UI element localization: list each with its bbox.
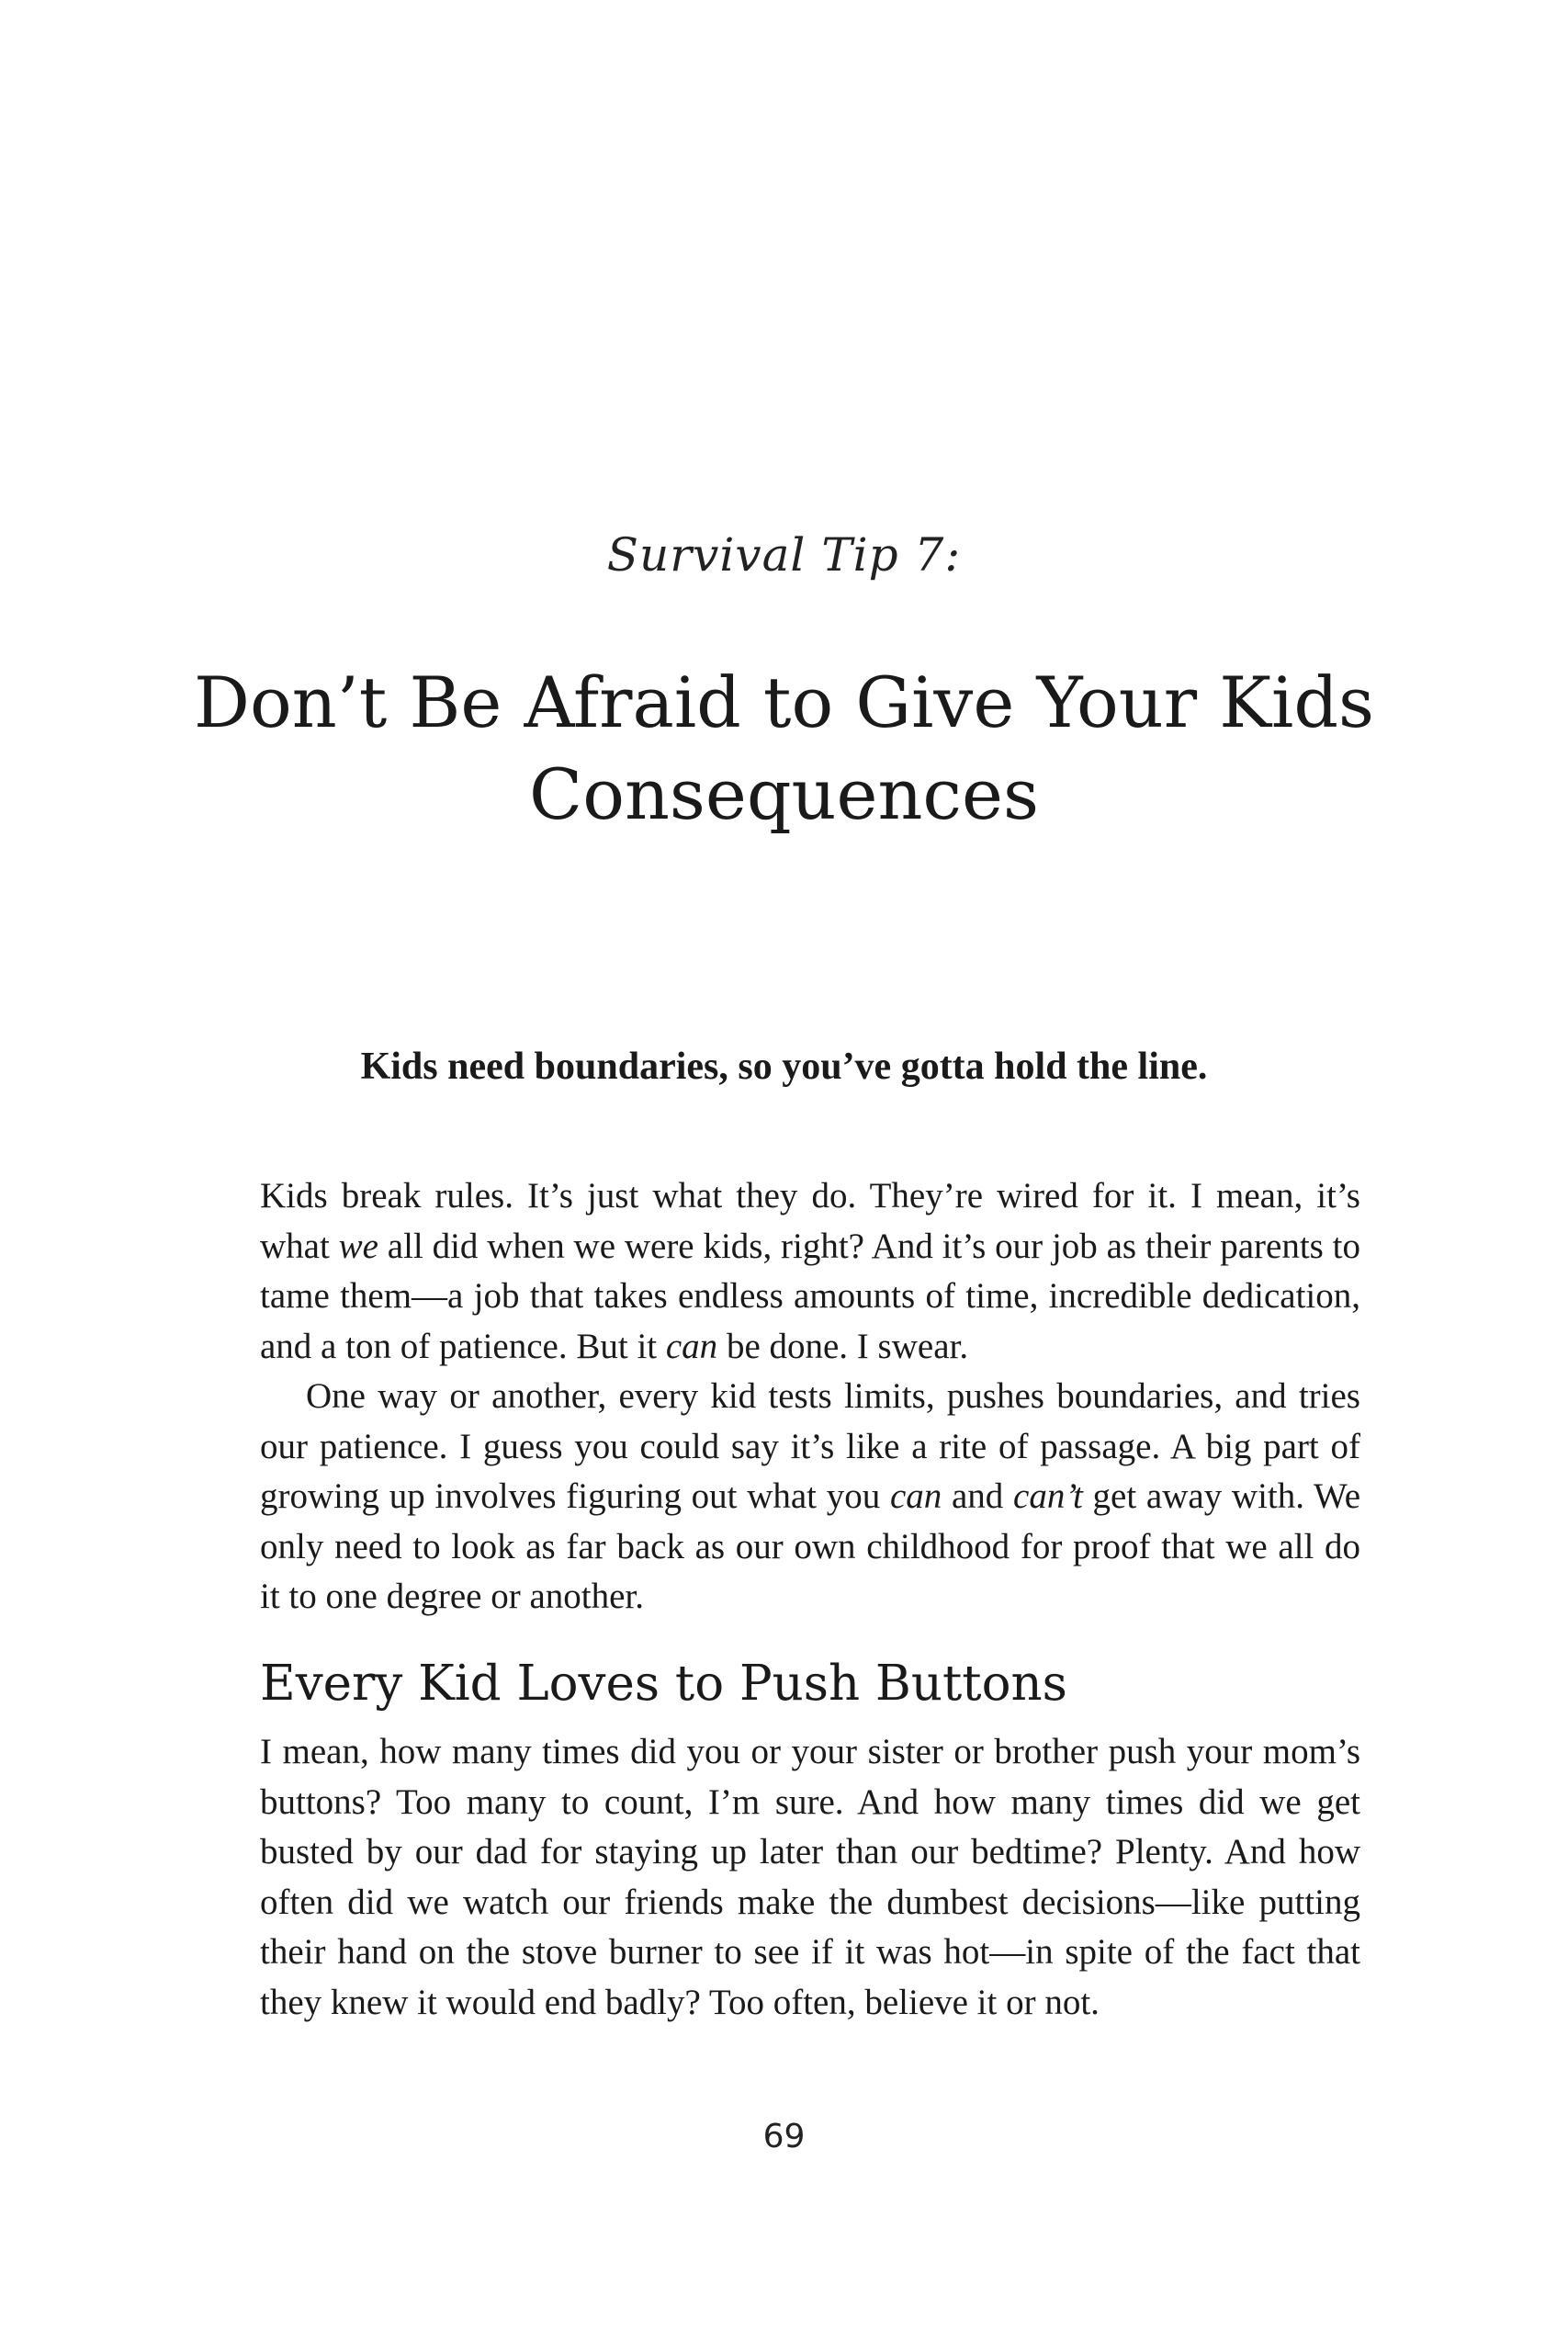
text-run-italic: can (889, 1476, 942, 1516)
text-run: One way or another, every kid tests limits, pushes boundaries, and tries our patience. I guess you could say it’s like a rite of passage. A big part of growing up involves figuring out what you (260, 1376, 1360, 1516)
text-run-italic: can’t (1013, 1476, 1083, 1516)
section-heading: Every Kid Loves to Push Buttons (260, 1656, 1067, 1712)
body-paragraph (260, 1171, 1360, 1372)
text-run: all did when we were kids, right? And it’s our job as their parents to tame them—a job that takes endless amounts of time, incredible dedication, and a ton of patience. But it (260, 1226, 1361, 1366)
text-run: and (942, 1476, 1014, 1516)
text-run: be done. I swear. (717, 1326, 969, 1366)
text-run: get away with. We only need to look as far back as our own childhood for proof that we all do it to one degree or another. (260, 1476, 1361, 1616)
text-run: Kids break rules. It’s just what they do. They’re wired for it. I mean, it’s what (260, 1176, 1360, 1266)
chapter-kicker: Survival Tip 7: (606, 528, 962, 582)
body-paragraph (260, 1727, 1360, 2028)
page-number: 69 (762, 2118, 806, 2155)
text-run-italic: we (338, 1226, 378, 1266)
text-run-italic: can (665, 1326, 718, 1366)
text-run: I mean, how many times did you or your sister or brother push your mom’s buttons? Too many to count, I’m sure. And how many times did we get busted by our dad for staying up later than our bedtime? Plenty. And how often did we watch our friends make the dumbest decisions—like putting their hand on the stove burner to see if it was hot—in spite of the fact that they knew it would end badly? Too often, believe it or not. (260, 1732, 1360, 2022)
body-paragraph (260, 1372, 1360, 1623)
chapter-title: Don’t Be Afraid to Give Your Kids Consequences (194, 662, 1374, 835)
chapter-subtitle: Kids need boundaries, so you’ve gotta hold the line. (360, 1046, 1208, 1088)
